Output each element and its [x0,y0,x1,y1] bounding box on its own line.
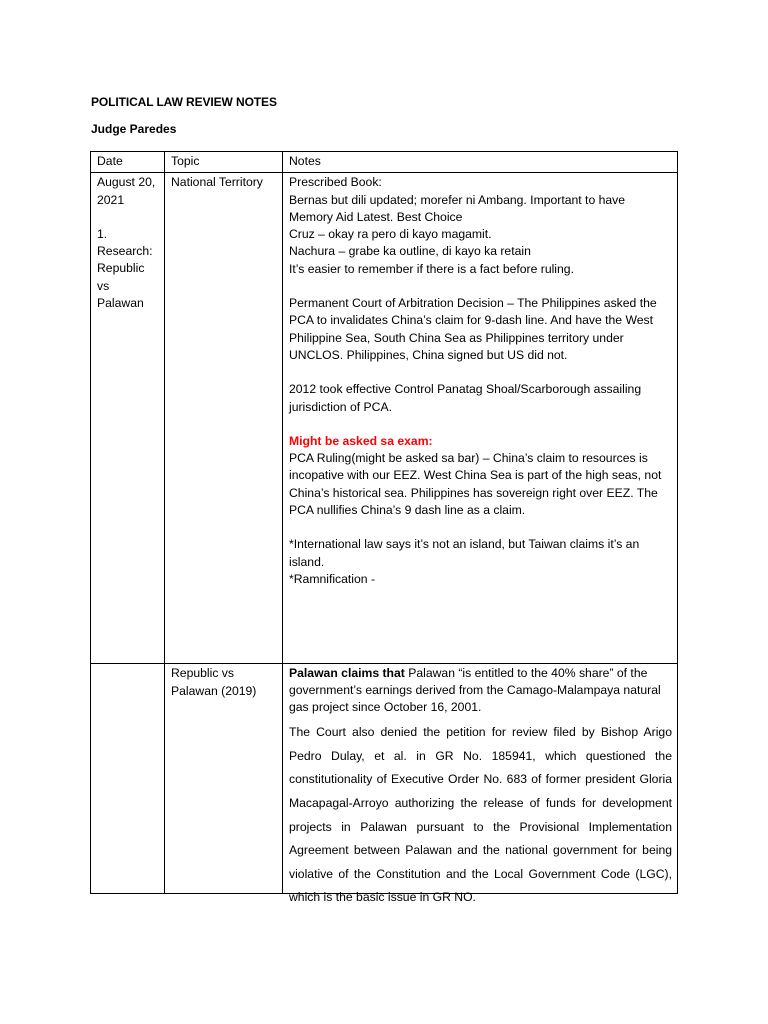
topic-cell: Republic vs Palawan (2019) [165,664,283,894]
prescribed-line: It’s easier to remember if there is a fact before ruling. [289,261,574,276]
court-paragraph: The Court also denied the petition for review filed by Bishop Arigo Pedro Dulay, et al. in GR No. 185941, which questioned the constitutionality of Executive Order No. 683 of former president Gloria Macapagal-Arroyo authorizing the release of funds for development projects in Palawan pursuant to the Provisional Implementation Agreement between Palawan and the national government for being violative of the Constitution and the Local Government Code (LGC), which is the basic issue in GR NO. [289,725,672,905]
pca-ruling-paragraph: PCA Ruling(might be asked sa bar) – China’s claim to resources is incopative with our EEZ. West China Sea is part of the high seas, not China’s historical sea. Philippines has sovereign right over EEZ. The PCA nullifies China’s 9 dash line as a claim. [289,451,662,518]
table-row [91,173,678,664]
prescribed-line: Cruz – okay ra pero di kayo magamit. [289,227,492,242]
table-header-row [91,152,678,173]
date-cell [91,664,165,894]
notes-table [90,151,678,905]
header-topic: Topic [165,152,283,173]
claim-text: Palawan “is entitled to the 40% share” of the government’s earnings derived from the Camago-Malampaya natural gas project since October 16, 2001. [289,666,661,715]
date-text: August 20, 2021 [97,175,156,207]
document-title: POLITICAL LAW REVIEW NOTES [91,95,277,109]
table-row [91,664,678,894]
topic-cell: National Territory [165,173,283,664]
control-2012-paragraph: 2012 took effective Control Panatag Shoal/Scarborough assailing jurisdiction of PCA. [289,382,642,414]
header-date: Date [91,152,165,173]
header-notes: Notes [283,152,678,173]
date-cell [91,173,165,664]
prescribed-line: Bernas but dili updated; morefer ni Ambang. Important to have Memory Aid Latest. Best Choice [289,192,626,224]
international-law-note: *International law says it’s not an island, but Taiwan claims it’s an island. [289,537,640,569]
exam-label: Might be asked sa exam: [289,433,433,448]
prescribed-book-heading: Prescribed Book: [289,175,382,190]
ramification-note: *Ramnification - [289,571,376,586]
claim-label: Palawan claims that [289,666,405,681]
notes-cell [283,173,678,664]
claim-paragraph [289,665,672,716]
prescribed-line: Nachura – grabe ka outline, di kayo ka retain [289,244,531,259]
notes-content [289,665,672,905]
pca-decision-paragraph: Permanent Court of Arbitration Decision – The Philippines asked the PCA to invalidates China’s claim for 9-dash line. And have the West Philippine Sea, South China Sea as Philippines territory under UNCLOS. Philippines, China signed but US did not. [289,296,657,362]
notes-cell [283,664,678,905]
document-subtitle: Judge Paredes [91,122,177,136]
research-note: 1. Research: Republic vs Palawan [97,226,153,311]
